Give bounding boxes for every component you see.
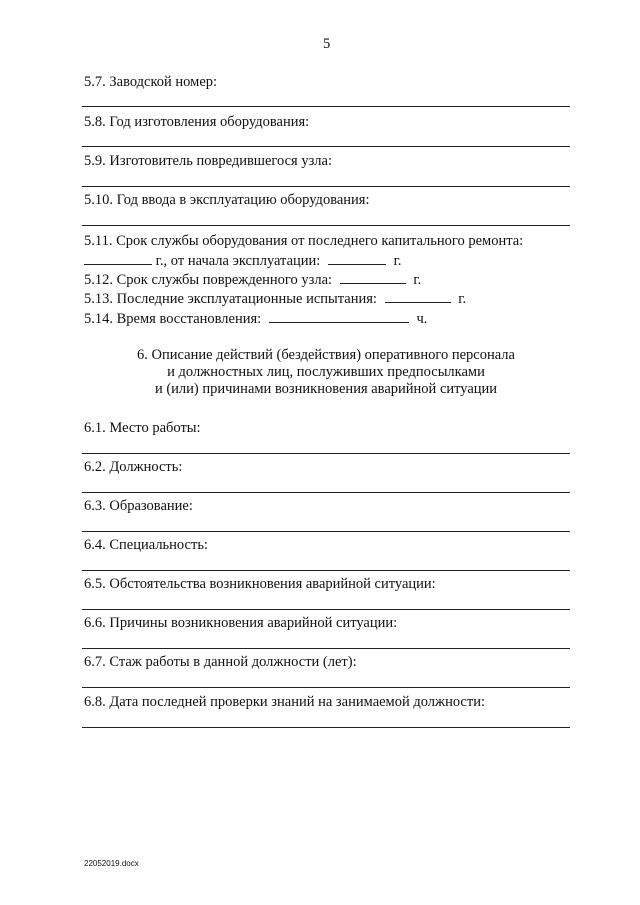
field-5-9-label: 5.9. Изготовитель повредившегося узла: <box>84 153 333 169</box>
last-tests-blank[interactable] <box>385 290 451 303</box>
years-since-repair-blank[interactable] <box>84 252 152 265</box>
field-6-7-label: 6.7. Стаж работы в данной должности (лет): <box>84 654 357 670</box>
unit-service-life-blank[interactable] <box>340 271 406 284</box>
field-6-4-line[interactable] <box>82 570 570 571</box>
field-5-10-label: 5.10. Год ввода в эксплуатацию оборудования: <box>84 192 370 208</box>
field-5-13-label: 5.13. Последние эксплуатационные испытания: <box>84 291 377 307</box>
field-6-6-line[interactable] <box>82 648 570 649</box>
field-6-2-line[interactable] <box>82 492 570 493</box>
field-6-2-label: 6.2. Должность: <box>84 459 183 475</box>
field-5-13-unit: г. <box>458 291 467 307</box>
field-6-8-line[interactable] <box>82 727 570 728</box>
field-6-1-line[interactable] <box>82 453 570 454</box>
field-5-11-suffix-b: г. <box>393 253 402 269</box>
field-5-14-unit: ч. <box>416 311 428 327</box>
field-6-8-label: 6.8. Дата последней проверки знаний на занимаемой должности: <box>84 694 485 710</box>
field-5-7-line[interactable] <box>82 106 570 107</box>
field-5-12-label: 5.12. Срок службы поврежденного узла: <box>84 272 333 288</box>
page-number: 5 <box>323 36 331 52</box>
field-6-7-line[interactable] <box>82 687 570 688</box>
field-5-8-line[interactable] <box>82 146 570 147</box>
years-since-start-blank[interactable] <box>328 252 386 265</box>
field-5-11-suffix-a: г., от начала эксплуатации: <box>155 253 321 269</box>
section-6-heading-line-1: 6. Описание действий (бездействия) оперативного персонала <box>137 347 515 363</box>
field-5-11-label: 5.11. Срок службы оборудования от последнего капитального ремонта: <box>84 233 524 249</box>
field-5-11-row2 <box>84 252 402 269</box>
section-6-heading-line-3: и (или) причинами возникновения аварийной ситуации <box>154 381 498 397</box>
field-5-9-line[interactable] <box>82 186 570 187</box>
field-5-14-row <box>84 310 427 327</box>
field-5-8-label: 5.8. Год изготовления оборудования: <box>84 114 310 130</box>
field-6-5-label: 6.5. Обстоятельства возникновения аварийной ситуации: <box>84 576 436 592</box>
field-6-4-label: 6.4. Специальность: <box>84 537 208 553</box>
field-5-13-row <box>84 290 466 307</box>
field-5-7-label: 5.7. Заводской номер: <box>84 74 218 90</box>
section-6-heading-line-2: и должностных лиц, послуживших предпосылками <box>167 364 485 380</box>
field-6-5-line[interactable] <box>82 609 570 610</box>
field-6-3-label: 6.3. Образование: <box>84 498 193 514</box>
document-filename: 22052019.docx <box>84 859 139 868</box>
field-5-12-row <box>84 271 421 288</box>
recovery-time-blank[interactable] <box>269 310 409 323</box>
field-5-12-unit: г. <box>413 272 422 288</box>
field-6-3-line[interactable] <box>82 531 570 532</box>
field-5-14-label: 5.14. Время восстановления: <box>84 311 262 327</box>
field-5-10-line[interactable] <box>82 225 570 226</box>
field-6-6-label: 6.6. Причины возникновения аварийной ситуации: <box>84 615 398 631</box>
field-6-1-label: 6.1. Место работы: <box>84 420 201 436</box>
